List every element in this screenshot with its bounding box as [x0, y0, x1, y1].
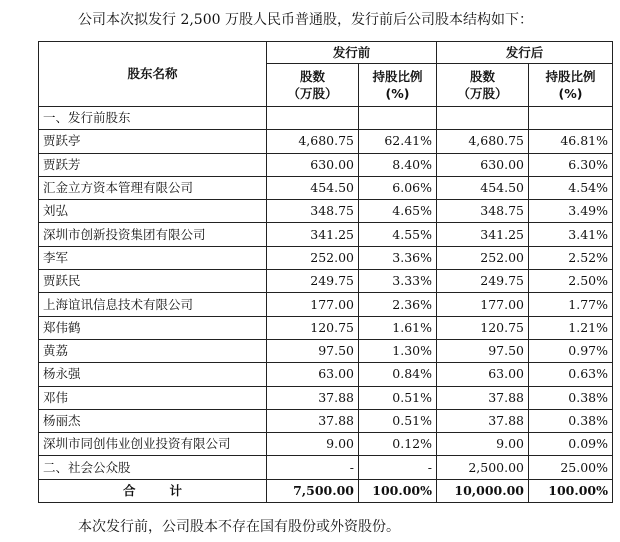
- table-row: [39, 270, 613, 293]
- shares-after: 37.88: [437, 409, 529, 432]
- table-row: [39, 339, 613, 362]
- total-label: 合 计: [39, 479, 267, 502]
- intro-paragraph: 公司本次拟发行 2,500 万股人民币普通股，发行前后公司股本结构如下：: [78, 12, 533, 28]
- shareholder-name: 贾跃芳: [39, 153, 267, 176]
- shares-after: 630.00: [437, 153, 529, 176]
- ratio-after: 0.97%: [529, 339, 613, 362]
- ratio-after: 0.09%: [529, 433, 613, 456]
- table-row: [39, 433, 613, 456]
- ratio-before: 0.12%: [359, 433, 437, 456]
- shares-before: 4,680.75: [267, 130, 359, 153]
- total-row: [39, 479, 613, 502]
- ratio-before: 4.65%: [359, 200, 437, 223]
- table-row: [39, 386, 613, 409]
- section-label: 二、社会公众股: [39, 456, 267, 479]
- shares-before: 249.75: [267, 270, 359, 293]
- ratio-before: 3.33%: [359, 270, 437, 293]
- shares-before: 37.88: [267, 386, 359, 409]
- shares-before: 120.75: [267, 316, 359, 339]
- shares-after: 348.75: [437, 200, 529, 223]
- ratio-after: 4.54%: [529, 176, 613, 199]
- shares-before: 630.00: [267, 153, 359, 176]
- shares-before: 252.00: [267, 246, 359, 269]
- header-ratio-after: 持股比例 (%): [529, 64, 613, 107]
- shareholder-name: 深圳市同创伟业创业投资有限公司: [39, 433, 267, 456]
- shareholder-name: 刘弘: [39, 200, 267, 223]
- shares-after: 341.25: [437, 223, 529, 246]
- ratio-before: 1.30%: [359, 339, 437, 362]
- ratio-after: 6.30%: [529, 153, 613, 176]
- shares-after: 252.00: [437, 246, 529, 269]
- shares-before: 454.50: [267, 176, 359, 199]
- shares-after: 120.75: [437, 316, 529, 339]
- header-shares-before: 股数 （万股）: [267, 64, 359, 107]
- shares-after: 177.00: [437, 293, 529, 316]
- public-ratio-before: -: [359, 456, 437, 479]
- shareholder-name: 杨永强: [39, 363, 267, 386]
- table-row: [39, 130, 613, 153]
- table-row: [39, 153, 613, 176]
- shares-before: 97.50: [267, 339, 359, 362]
- header-shares-after: 股数 （万股）: [437, 64, 529, 107]
- ratio-before: 0.51%: [359, 386, 437, 409]
- ratio-before: 6.06%: [359, 176, 437, 199]
- shares-before: 9.00: [267, 433, 359, 456]
- ratio-after: 3.49%: [529, 200, 613, 223]
- header-after-issue: 发行后: [437, 42, 613, 64]
- closing-paragraph: 本次发行前，公司股本不存在国有股份或外资股份。: [78, 519, 400, 535]
- table-row: [39, 176, 613, 199]
- ratio-before: 0.84%: [359, 363, 437, 386]
- section-label: 一、发行前股东: [39, 107, 267, 130]
- ratio-after: 0.63%: [529, 363, 613, 386]
- shareholder-name: 贾跃民: [39, 270, 267, 293]
- ratio-before: 0.51%: [359, 409, 437, 432]
- public-ratio-after: 25.00%: [529, 456, 613, 479]
- public-shares-before: -: [267, 456, 359, 479]
- ratio-after: 1.77%: [529, 293, 613, 316]
- shares-before: 177.00: [267, 293, 359, 316]
- shares-before: 37.88: [267, 409, 359, 432]
- shares-after: 9.00: [437, 433, 529, 456]
- table-row: [39, 200, 613, 223]
- header-before-issue: 发行前: [267, 42, 437, 64]
- total-shares-before: 7,500.00: [267, 479, 359, 502]
- shares-after: 97.50: [437, 339, 529, 362]
- shares-after: 63.00: [437, 363, 529, 386]
- shares-before: 341.25: [267, 223, 359, 246]
- table-row: [39, 293, 613, 316]
- shareholder-name: 李军: [39, 246, 267, 269]
- ratio-after: 3.41%: [529, 223, 613, 246]
- table-row: [39, 316, 613, 339]
- shares-after: 249.75: [437, 270, 529, 293]
- shareholder-name: 上海谊讯信息技术有限公司: [39, 293, 267, 316]
- ratio-after: 0.38%: [529, 409, 613, 432]
- total-ratio-after: 100.00%: [529, 479, 613, 502]
- section-row-public-shares: [39, 456, 613, 479]
- total-shares-after: 10,000.00: [437, 479, 529, 502]
- ratio-after: 1.21%: [529, 316, 613, 339]
- public-shares-after: 2,500.00: [437, 456, 529, 479]
- table-row: [39, 223, 613, 246]
- header-shareholder-name: 股东名称: [39, 42, 267, 107]
- ratio-before: 3.36%: [359, 246, 437, 269]
- shareholder-name: 邓伟: [39, 386, 267, 409]
- shareholder-rows: [39, 130, 613, 456]
- shareholder-name: 贾跃亭: [39, 130, 267, 153]
- ratio-after: 2.52%: [529, 246, 613, 269]
- ratio-before: 2.36%: [359, 293, 437, 316]
- shares-before: 63.00: [267, 363, 359, 386]
- shareholder-name: 汇金立方资本管理有限公司: [39, 176, 267, 199]
- table-row: [39, 246, 613, 269]
- total-ratio-before: 100.00%: [359, 479, 437, 502]
- ratio-before: 62.41%: [359, 130, 437, 153]
- ratio-after: 0.38%: [529, 386, 613, 409]
- ratio-before: 4.55%: [359, 223, 437, 246]
- shareholder-name: 郑伟鹤: [39, 316, 267, 339]
- table-row: [39, 363, 613, 386]
- shareholder-name: 深圳市创新投资集团有限公司: [39, 223, 267, 246]
- ratio-before: 8.40%: [359, 153, 437, 176]
- share-structure-table: [38, 41, 613, 503]
- shares-after: 37.88: [437, 386, 529, 409]
- section-row-existing-shareholders: [39, 107, 613, 130]
- shares-after: 4,680.75: [437, 130, 529, 153]
- ratio-after: 46.81%: [529, 130, 613, 153]
- shareholder-name: 杨丽杰: [39, 409, 267, 432]
- table-header-row: [39, 42, 613, 64]
- table-row: [39, 409, 613, 432]
- shareholder-name: 黄荔: [39, 339, 267, 362]
- shares-before: 348.75: [267, 200, 359, 223]
- header-ratio-before: 持股比例 (%): [359, 64, 437, 107]
- ratio-before: 1.61%: [359, 316, 437, 339]
- ratio-after: 2.50%: [529, 270, 613, 293]
- shares-after: 454.50: [437, 176, 529, 199]
